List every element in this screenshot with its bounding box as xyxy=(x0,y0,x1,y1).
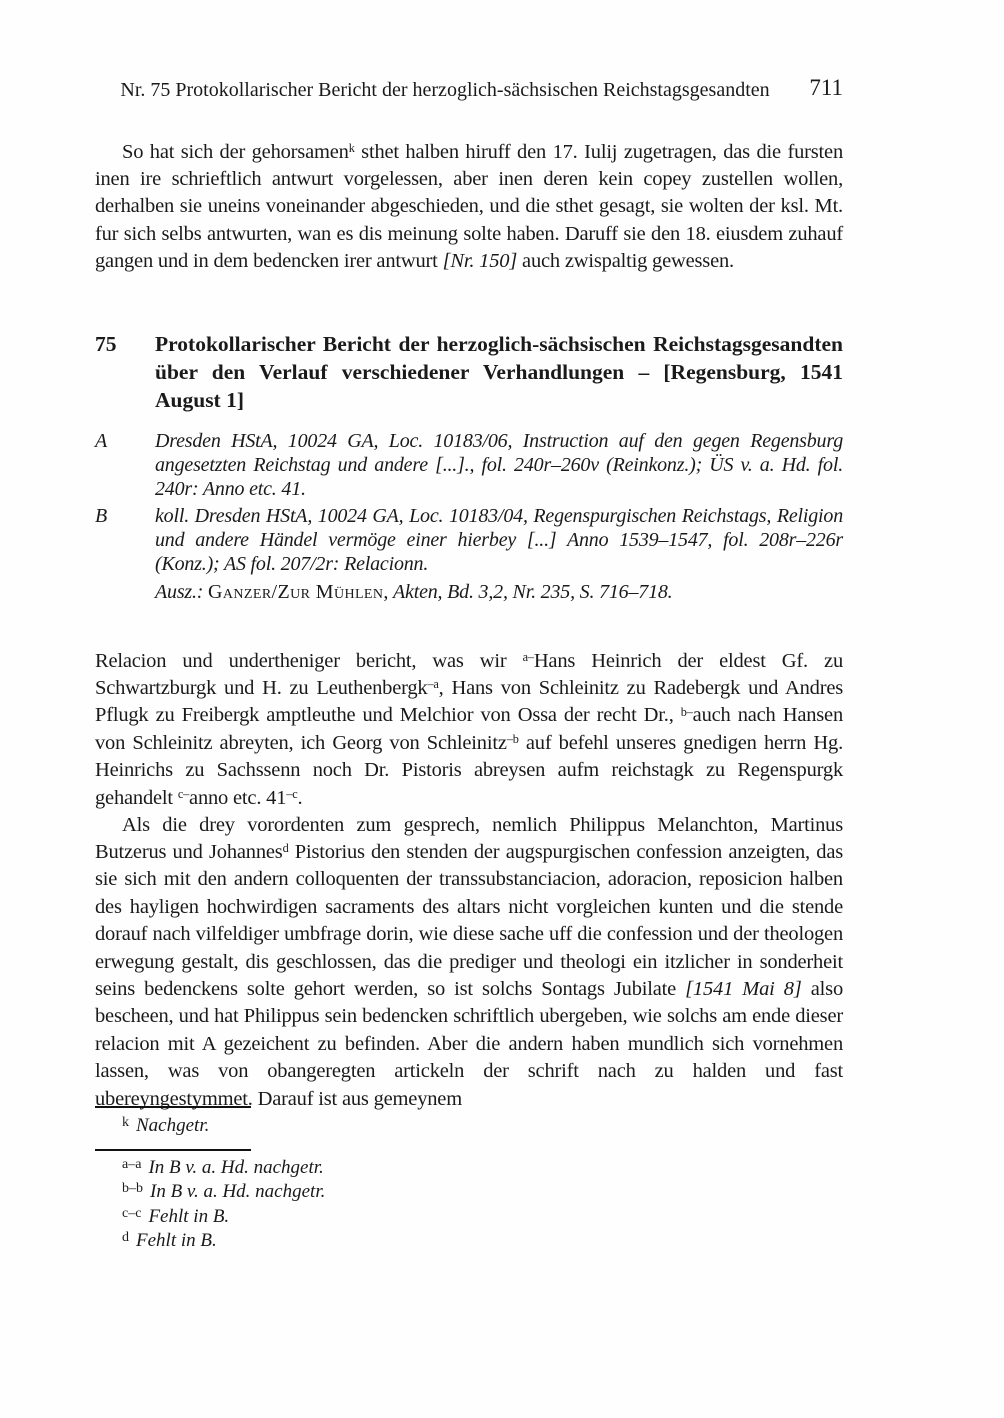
source-text-a: Dresden HStA, 10024 GA, Loc. 10183/06, Instruction auf den gegen Regensburg angesetzten Reichstag und andere [...]., fol. 240r–260v (Reinkonz.); ÜS v. a. Hd. fol. 240r: Anno etc. 41. xyxy=(155,430,843,501)
source-label-b: B xyxy=(95,505,108,527)
source-item-b xyxy=(95,504,843,577)
footnote-text: In B v. a. Hd. nachgetr. xyxy=(148,1156,324,1178)
footnote-marker: b–b xyxy=(122,1181,143,1197)
source-label-a: A xyxy=(95,430,108,452)
footnote-item xyxy=(95,1181,843,1206)
footnote-separator-2 xyxy=(95,1149,251,1151)
source-item-a xyxy=(95,429,843,502)
footnote-group xyxy=(95,1157,843,1255)
footnote-item xyxy=(95,1157,843,1182)
footnote-section xyxy=(95,1106,843,1255)
source-text-b: koll. Dresden HStA, 10024 GA, Loc. 10183/04, Regenspurgischen Reichstags, Religion und andere Händel vermöge einer hierbey [...] Anno 1539–1547, fol. 208r–226r (Konz.); AS fol. 207/2r: Relacionn. xyxy=(155,505,843,576)
footnote-separator-1 xyxy=(95,1106,251,1108)
excerpt-reference: Ausz.: Ganzer/Zur Mühlen, Akten, Bd. 3,2, Nr. 235, S. 716–718. xyxy=(155,581,673,603)
page-number: 711 xyxy=(809,75,843,100)
footnote-marker: a–a xyxy=(122,1156,142,1172)
running-header-title: Nr. 75 Protokollarischer Bericht der herzoglich-sächsischen Reichstagsgesandten xyxy=(120,79,770,101)
footnote-item xyxy=(95,1206,843,1231)
footnote-marker: d xyxy=(122,1230,129,1246)
body-paragraph-2: Als die drey vorordenten zum gesprech, nemlich Philippus Melanchton, Martinus Butzerus und Johannes$^d$ Pistorius den stenden der augspurgischen confession anzeigten, das sie sich mit den andern colloquenten der transsubstanciacion, adoracion, reposicion halben des hayligen hochwirdigen sacraments des altars nicht vorgleichen kunten und die stende dorauf nach vilfeldiger umbfrage dorin, wie diese sache uff die confession und der theologen erwegung gestalt, dis geschlossen, das die prediger und theologi ein itzlicher in sonderheit seins bedenckens solte gehort werden, so ist solchs Sontags Jubilate [1541 Mai 8] also bescheen, und hat Philippus sein bedencken schriftlich ubergeben, wie solchs am ende dieser relacion mit A gezeichent zu befinden. Aber die andern haben mundlich sich vornehmen lassen, was von obangeregten artickeln der schrift nach zu halden und fast ubereyngestymmet. Darauf ist aus gemeynem xyxy=(95,813,843,1110)
footnote-text: In B v. a. Hd. nachgetr. xyxy=(150,1181,326,1203)
body-paragraph-1: Relacion und undertheniger bericht, was wir $^{a-}$Hans Heinrich der eldest Gf. zu Schwartzburgk und H. zu Leuthenbergk$^{-a}$, Hans von Schleinitz zu Radebergk und Andres Pflugk zu Freibergk amptleuthe und Melchior von Ossa der recht Dr., $^{b-}$auch nach Hansen von Schleinitz abreyten, ich Georg von Schleinitz$^{-b}$ auf befehl unseres gnedigen herrn Hg. Heinrichs zu Sachssenn noch Dr. Pistoris abreysen aufm reichstagk zu Regenspurgk gehandelt $^{c-}$anno etc. $41^{-c}$. xyxy=(95,649,843,809)
footnote-text: Fehlt in B. xyxy=(136,1230,217,1252)
document-heading xyxy=(95,330,843,414)
intro-paragraph: So hat sich der gehorsamen$^k$ sthet halben hiruff den 17. Iulij zugetragen, das die fursten inen ire schrieftlich antwurt vorgelessen, aber inen deren kein copey zustellen wollen, derhalben sie uneins voneinander abgeschieden, und die sthet gesagt, sie wolten der ksl. Mt. fur sich selbs antwurten, wan es dis meinung solte haben. Daruff sie den 18. eiusdem zuhauf gangen und in dem bedencken irer antwurt [Nr. 150] auch zwispaltig gewessen. xyxy=(95,140,843,273)
footnote-item xyxy=(95,1230,843,1255)
running-header xyxy=(95,75,843,102)
footnote-text: Fehlt in B. xyxy=(148,1205,230,1227)
footnote-k xyxy=(95,1115,843,1140)
document-number: 75 xyxy=(95,332,117,356)
footnote-marker: k xyxy=(122,1115,129,1131)
footnote-marker: c–c xyxy=(122,1205,142,1221)
document-title: Protokollarischer Bericht der herzoglich-sächsischen Reichstagsgesandten über den Verlauf verschiedener Verhandlungen – [Regensburg, 1541 August 1] xyxy=(155,332,843,412)
footnote-text: Nachgetr. xyxy=(136,1115,210,1136)
